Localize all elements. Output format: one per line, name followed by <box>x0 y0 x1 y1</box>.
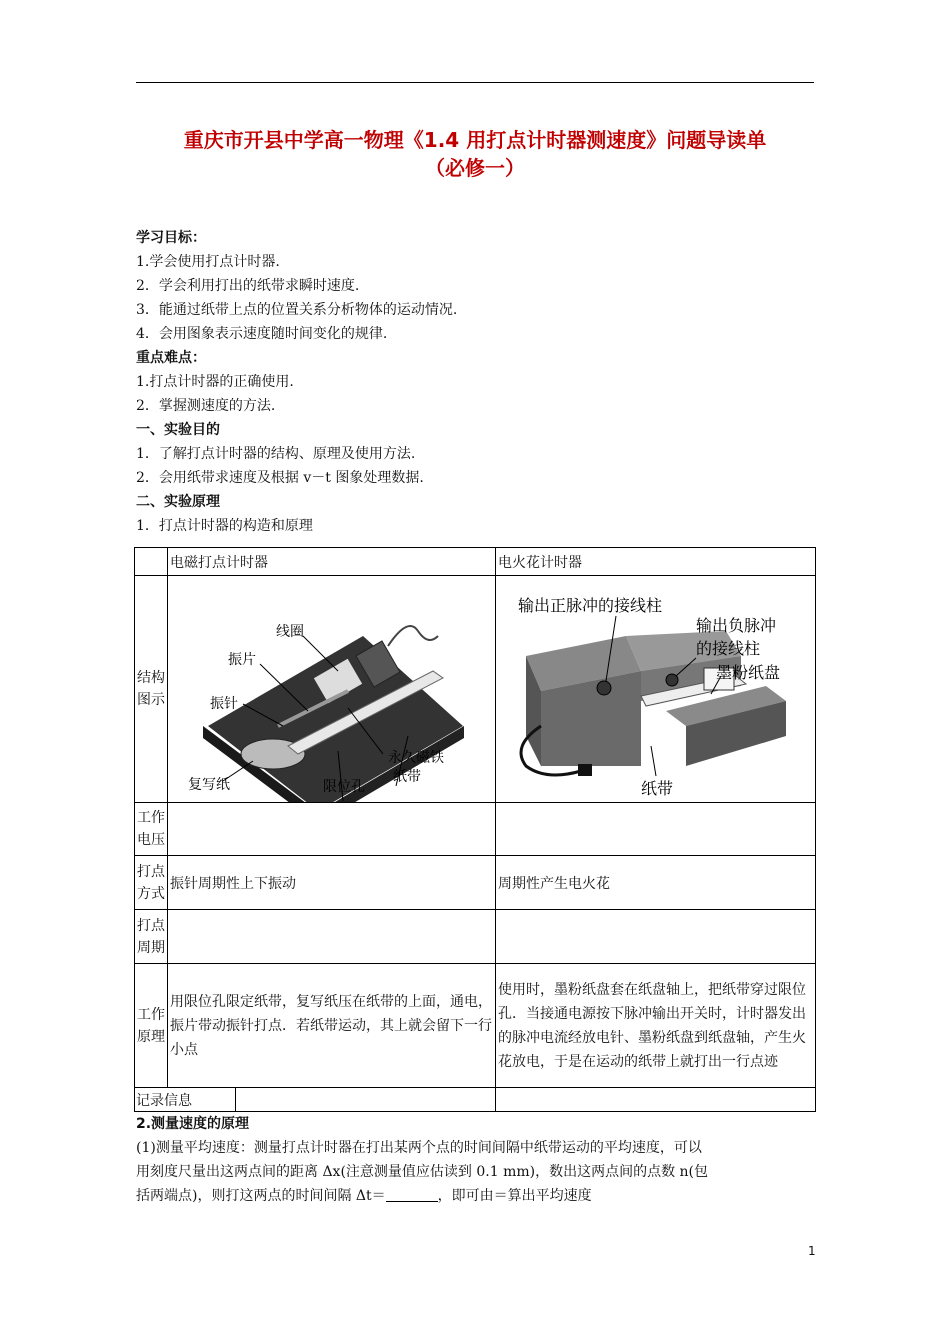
label-carbon-paper: 复写纸 <box>188 777 230 793</box>
wire-shape <box>388 626 438 646</box>
section2-subheading: 1．打点计时器的构造和原理 <box>136 518 313 534</box>
voltage-cell-spark <box>496 803 816 856</box>
page-number: 1 <box>808 1244 816 1258</box>
label-vibrator: 振片 <box>228 652 256 668</box>
page-subtitle: （必修一） <box>425 156 525 180</box>
electromagnetic-timer-diagram <box>168 576 489 802</box>
measurement-heading: 2.测量速度的原理 <box>136 1116 250 1132</box>
row-label-record: 记录信息 <box>135 1088 236 1112</box>
key-point-item: 1.打点计时器的正确使用. <box>136 374 294 390</box>
method-cell-electromagnetic: 振针周期性上下振动 <box>168 856 496 910</box>
power-plug <box>578 764 592 776</box>
section2-heading: 二、实验原理 <box>136 494 220 510</box>
table-row-principle <box>135 964 816 1088</box>
label-negative-terminal-1: 输出负脉冲 <box>696 616 777 635</box>
label-positive-terminal: 输出正脉冲的接线柱 <box>518 596 663 615</box>
positive-terminal <box>597 681 611 695</box>
row-label-principle: 工作原理 <box>135 964 168 1088</box>
label-needle: 振针 <box>210 696 238 712</box>
page-title: 重庆市开县中学高一物理《1.4 用打点计时器测速度》问题导读单 <box>183 128 767 152</box>
principle-cell-electromagnetic: 用限位孔限定纸带，复写纸压在纸带的上面，通电，振片带动振针打点．若纸带运动，其上就会留下一行小点 <box>168 964 496 1088</box>
record-cell-spark <box>496 1088 816 1112</box>
label-paper-tape: 纸带 <box>393 769 421 785</box>
label-magnet: 永久磁铁 <box>388 750 444 766</box>
period-cell-spark <box>496 910 816 964</box>
section1-item: 2．会用纸带求速度及根据 v－t 图象处理数据. <box>136 470 424 486</box>
label-coil: 线圈 <box>276 624 304 640</box>
label-toner-disc: 墨粉纸盘 <box>716 663 781 682</box>
objectives-heading: 学习目标： <box>136 230 206 246</box>
method-cell-spark: 周期性产生电火花 <box>496 856 816 910</box>
table-row-voltage <box>135 803 816 856</box>
col-header-spark: 电火花计时器 <box>496 548 816 576</box>
electromagnetic-timer-figure <box>168 576 496 803</box>
table-header-row <box>135 548 816 576</box>
spark-timer-diagram <box>496 576 813 802</box>
label-spark-paper-tape: 纸带 <box>641 779 674 798</box>
objective-item: 2．学会利用打出的纸带求瞬时速度. <box>136 278 360 294</box>
section1-heading: 一、实验目的 <box>136 422 220 438</box>
row-label-structure: 结构图示 <box>135 576 168 803</box>
col-header-electromagnetic: 电磁打点计时器 <box>168 548 496 576</box>
spark-timer-figure <box>496 576 816 803</box>
header-rule <box>136 82 814 83</box>
key-point-item: 2．掌握测速度的方法. <box>136 398 276 414</box>
table-row-method <box>135 856 816 910</box>
table-row-structure <box>135 576 816 803</box>
voltage-cell-electromagnetic <box>168 803 496 856</box>
measurement-line: (1)测量平均速度：测量打点计时器在打出某两个点的时间间隔中纸带运动的平均速度，可以 <box>136 1140 702 1156</box>
principle-cell-spark: 使用时，墨粉纸盘套在纸盘轴上，把纸带穿过限位孔．当接通电源按下脉冲输出开关时，计时器发出的脉冲电流经放电针、墨粉纸盘到纸盘轴，产生火花放电，于是在运动的纸带上就打出一行点迹 <box>496 964 816 1088</box>
section1-item: 1．了解打点计时器的结构、原理及使用方法. <box>136 446 416 462</box>
measurement-line: 用刻度尺量出这两点间的距离 Δx(注意测量值应估读到 0.1 mm)，数出这两点间的点数 n(包 <box>136 1164 709 1180</box>
table-row-period <box>135 910 816 964</box>
intro-section <box>136 226 816 538</box>
measurement-line-with-blank: 括两端点)，则打这两点的时间间隔 Δt＝ ，即可由＝算出平均速度 <box>136 1188 592 1204</box>
label-negative-terminal-2: 的接线柱 <box>696 639 761 658</box>
objective-item: 4．会用图象表示速度随时间变化的规律. <box>136 326 388 342</box>
timer-comparison-table <box>134 547 816 1112</box>
row-label-method: 打点方式 <box>135 856 168 910</box>
measurement-section <box>136 1112 816 1208</box>
objective-item: 3．能通过纸带上点的位置关系分析物体的运动情况. <box>136 302 458 318</box>
answer-blank[interactable] <box>386 1187 438 1202</box>
table-row-record <box>135 1088 816 1112</box>
key-points-heading: 重点难点： <box>136 350 206 366</box>
period-cell-electromagnetic <box>168 910 496 964</box>
objective-item: 1.学会使用打点计时器. <box>136 254 280 270</box>
label-limit-hole: 限位孔 <box>323 779 365 795</box>
record-cell-electromagnetic <box>236 1088 496 1112</box>
row-label-voltage: 工作电压 <box>135 803 168 856</box>
row-label-period: 打点周期 <box>135 910 168 964</box>
